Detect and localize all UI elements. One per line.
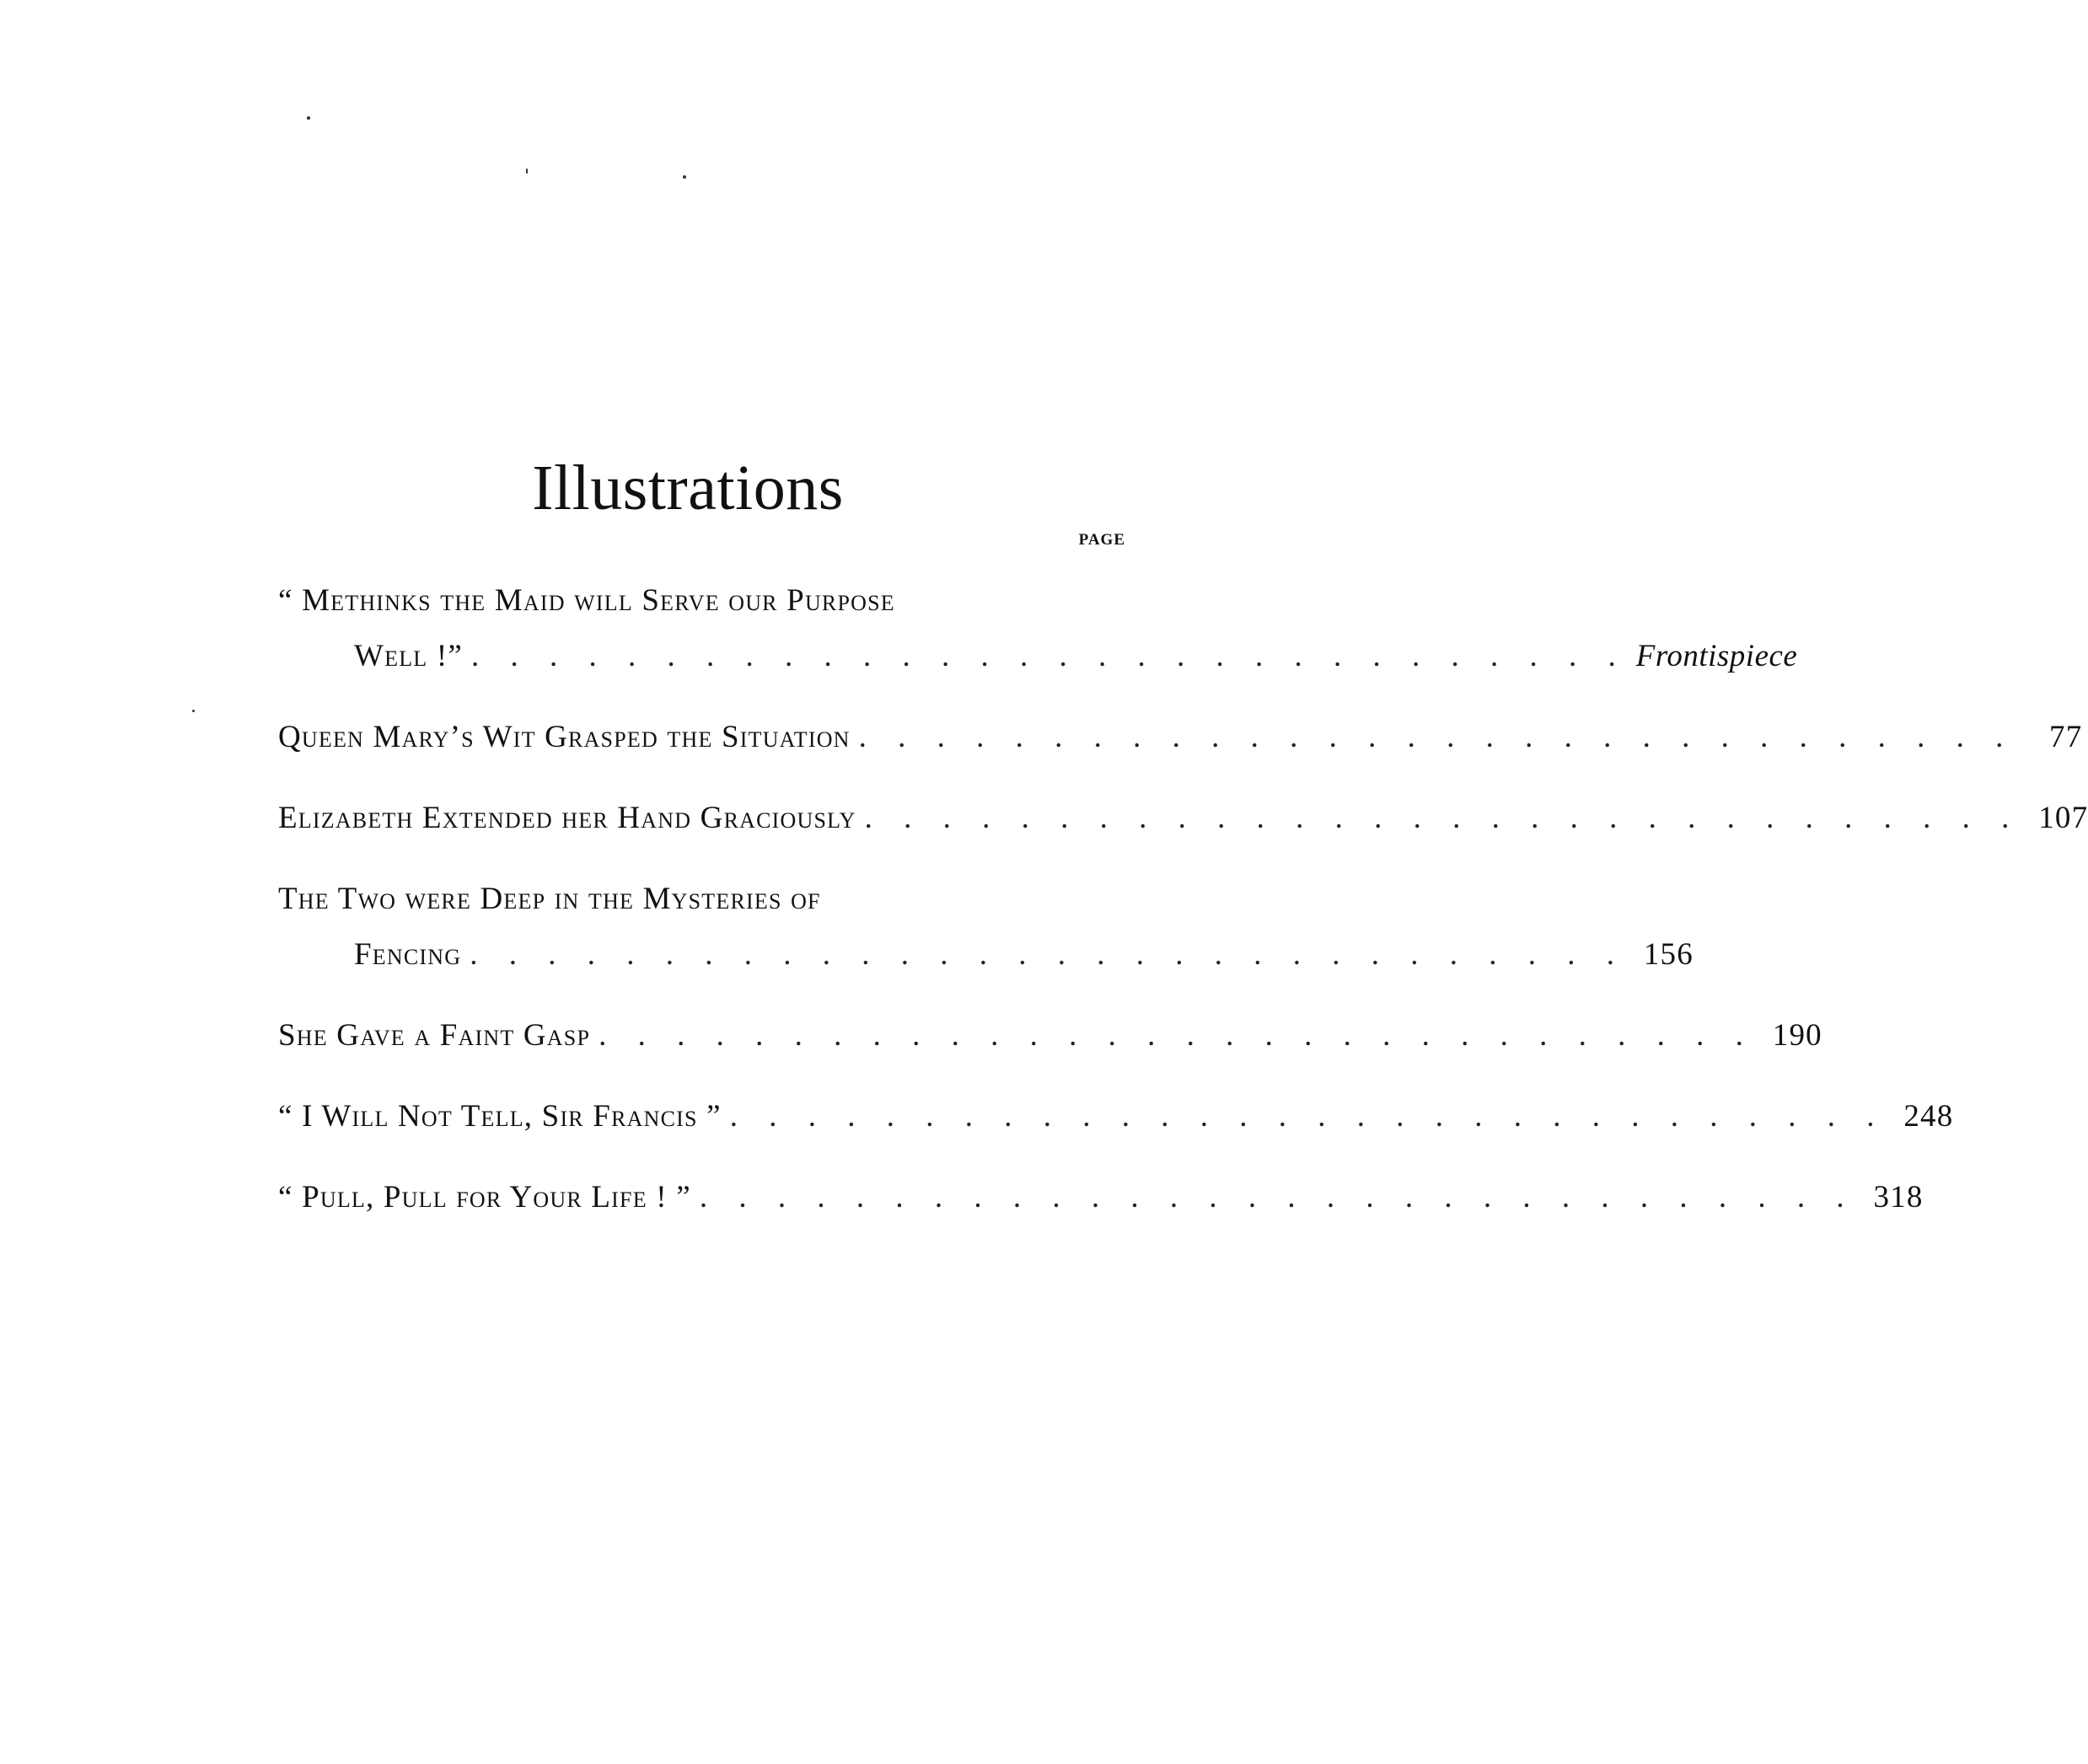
list-item <box>278 871 1693 983</box>
list-item <box>278 573 1798 684</box>
entry-page: 190 <box>1772 1018 1822 1053</box>
entry-page: 77 <box>2049 720 2083 754</box>
entry-page: 318 <box>1873 1180 1924 1214</box>
entry-line: Well !” . . . . . . . . . . . . . . . . . . . . . . . . . . . . . . Frontispiece <box>278 629 1125 684</box>
scan-speck <box>192 710 195 712</box>
dot-leader: . . . . . . . . . . . . . . . . . . . . . . . . . . . . . . <box>864 801 2021 835</box>
entry-page: 107 <box>2038 801 2088 835</box>
scan-speck <box>526 169 528 174</box>
dot-leader: . . . . . . . . . . . . . . . . . . . . . . . . . . . . . . <box>470 639 1628 673</box>
dot-leader: . . . . . . . . . . . . . . . . . . . . . . . . . . . . . . <box>598 1018 1755 1053</box>
entry-line <box>278 573 1125 629</box>
illustrations-list <box>278 531 2088 1251</box>
entry-line <box>278 791 2088 846</box>
entry-line <box>278 710 2083 765</box>
entry-title-continued: Fencing <box>354 937 462 972</box>
entry-line <box>278 871 1125 927</box>
entry-title: “ Pull, Pull for Your Life ! ” <box>278 1180 691 1214</box>
list-item <box>278 1089 1954 1145</box>
scan-speck <box>683 175 686 179</box>
list-item <box>278 710 2083 765</box>
entry-page: 156 <box>1643 937 1693 972</box>
list-item <box>278 1008 1822 1064</box>
page-title: Illustrations <box>532 452 844 523</box>
entry-line <box>278 1008 1822 1064</box>
entry-title: “ Methinks the Maid will Serve our Purpose <box>278 583 895 618</box>
entry-page: 248 <box>1903 1099 1954 1134</box>
entry-title: Elizabeth Extended her Hand Graciously <box>278 801 856 835</box>
dot-leader: . . . . . . . . . . . . . . . . . . . . . . . . . . . . . . <box>699 1180 1856 1214</box>
entry-title: She Gave a Faint Gasp <box>278 1018 591 1053</box>
list-item <box>278 1170 1924 1225</box>
scan-speck <box>307 116 310 120</box>
entry-line <box>278 1089 1954 1145</box>
entry-title-continued: Well !” <box>354 639 463 673</box>
dot-leader: . . . . . . . . . . . . . . . . . . . . . . . . . . . . . . <box>858 720 2016 754</box>
entry-title: “ I Will Not Tell, Sir Francis ” <box>278 1099 722 1134</box>
entry-title: The Two were Deep in the Mysteries of <box>278 882 821 916</box>
entry-line <box>278 1170 1924 1225</box>
entry-title: Queen Mary’s Wit Grasped the Situation <box>278 720 851 754</box>
page-column-label: PAGE <box>1078 531 1125 549</box>
list-item <box>278 791 2088 846</box>
dot-leader: . . . . . . . . . . . . . . . . . . . . . . . . . . . . . . <box>470 937 1626 972</box>
entry-line <box>278 927 1693 983</box>
dot-leader: . . . . . . . . . . . . . . . . . . . . . . . . . . . . . . <box>729 1099 1887 1134</box>
